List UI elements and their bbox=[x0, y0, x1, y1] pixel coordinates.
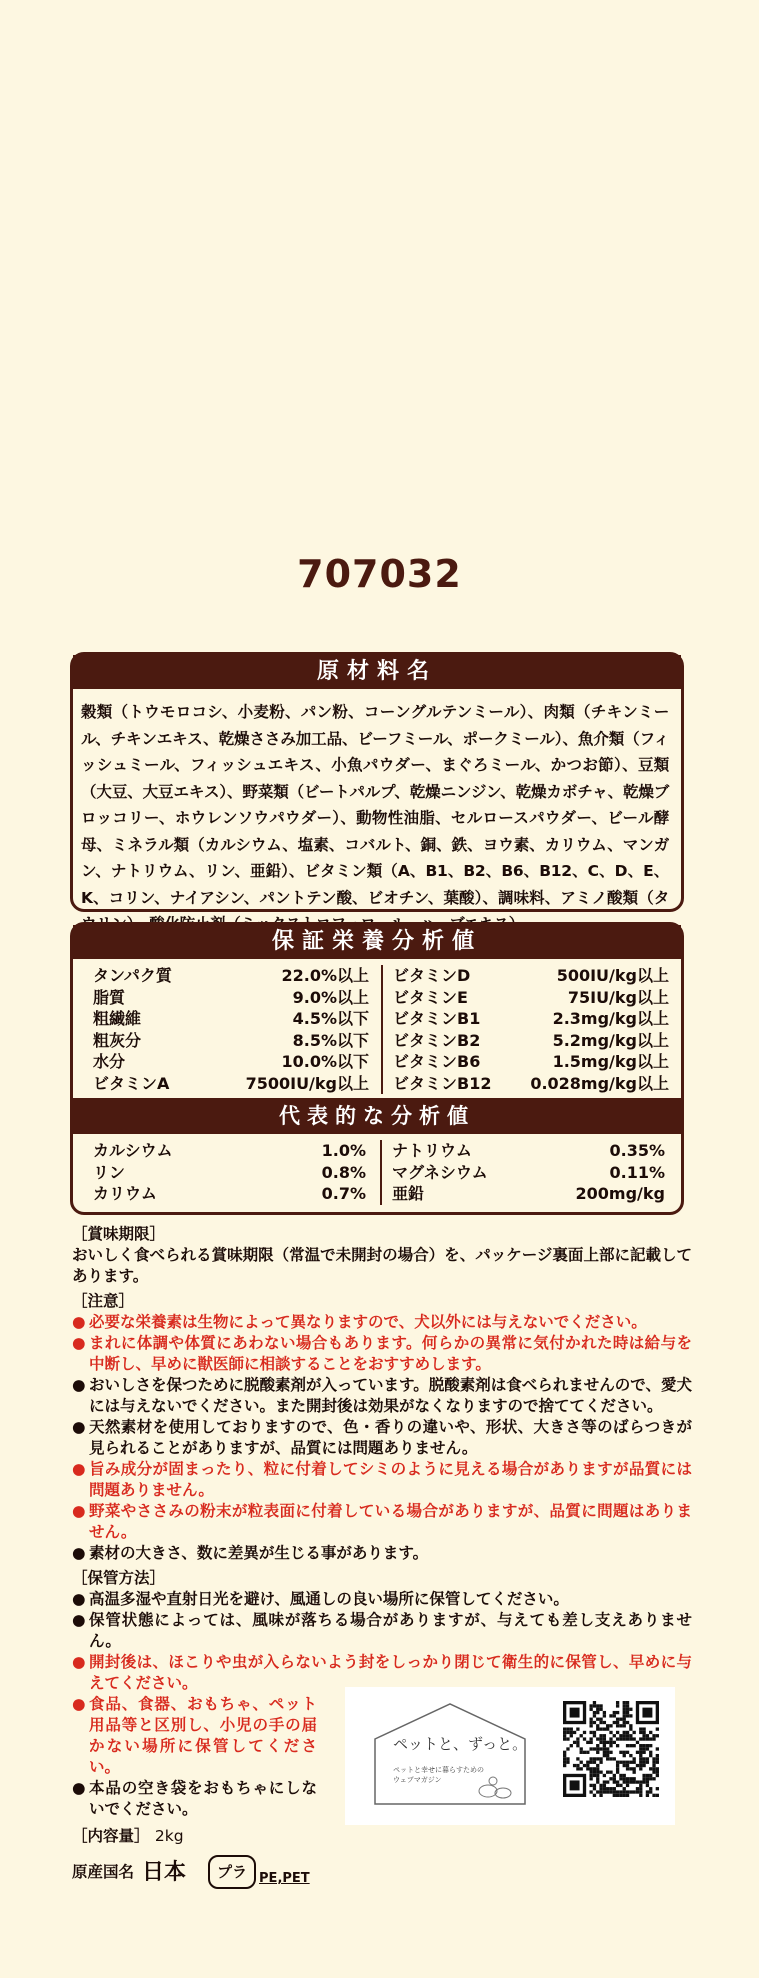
nutrient-value: 9.0%以上 bbox=[292, 987, 369, 1007]
nutrient-row bbox=[392, 1162, 665, 1184]
brand-subtitle: ペットと幸せに暮らすための ウェブマガジン bbox=[393, 1766, 484, 1784]
guaranteed-heading: 保証栄養分析値 bbox=[73, 925, 681, 959]
bullet-icon: ● bbox=[72, 1460, 86, 1478]
list-item bbox=[72, 1501, 692, 1543]
nutrient-name: 粗灰分 bbox=[93, 1030, 142, 1050]
nutrient-name: 脂質 bbox=[93, 987, 126, 1007]
nutrient-value: 2.3mg/kg以上 bbox=[552, 1009, 669, 1028]
brand-card bbox=[345, 1687, 675, 1825]
nutrient-value: 5.2mg/kg以上 bbox=[552, 1030, 669, 1050]
nutrient-row bbox=[93, 1030, 369, 1052]
nutrient-row bbox=[393, 1008, 669, 1030]
bullet-icon: ● bbox=[72, 1590, 86, 1608]
nutrient-name: マグネシウム bbox=[392, 1162, 488, 1182]
nutrient-name: ビタミンD bbox=[393, 966, 471, 985]
expiry-title: ［賞味期限］ bbox=[72, 1225, 166, 1243]
nutrient-name: ビタミンE bbox=[393, 987, 468, 1007]
nutrient-name: ビタミンA bbox=[93, 1073, 170, 1093]
list-item-text: 高温多湿や直射日光を避け、風通しの良い場所に保管してください。 bbox=[89, 1590, 569, 1608]
nutrient-row bbox=[93, 1008, 369, 1030]
nutrient-name: ビタミンB6 bbox=[393, 1052, 481, 1071]
list-item bbox=[72, 1459, 692, 1501]
nutrient-value: 200mg/kg bbox=[575, 1184, 665, 1203]
nutrient-row bbox=[93, 987, 369, 1009]
nutrient-row bbox=[93, 1183, 366, 1205]
nutrient-value: 1.5mg/kg以上 bbox=[552, 1052, 669, 1071]
nutrient-name: ビタミンB12 bbox=[393, 1073, 492, 1093]
bullet-icon: ● bbox=[72, 1544, 86, 1562]
list-item-text: 天然素材を使用しておりますので、色・香りの違いや、形状、大きさ等のばらつきが見られることがありますが、品質には問題ありません。 bbox=[89, 1418, 692, 1457]
nutrient-row bbox=[393, 987, 669, 1009]
recycle-icon bbox=[208, 1855, 256, 1889]
ingredients-text: 穀類（トウモロコシ、小麦粉、パン粉、コーングルテンミール）、肉類（チキンミール、チキンエキス、乾燥ささみ加工品、ビーフミール、ポークミール）、魚介類（フィッシュミール、フィッシュエキス、小魚パウダー、まぐろミール、かつお節）、豆類（大豆、大豆エキス）、野菜類（ビートパルプ、乾燥ニンジン、乾燥カボチャ、乾燥ブロッコリー、ホウレンソウパウダー）、動物性油脂、セルロースパウダー、ビール酵母、ミネラル類（カルシウム、塩素、コバルト、銅、鉄、ヨウ素、カリウム、マンガン、ナトリウム、リン、亜鉛）、ビタミン類（A、B1、B2、B6、B12、C、D、E、K、コリン、ナイアシン、パントテン酸、ビオチン、葉酸）、調味料、アミノ酸類（タ bbox=[81, 703, 669, 907]
origin-label: 原産国名 bbox=[72, 1862, 135, 1881]
representative-left-column bbox=[73, 1140, 380, 1205]
content-line bbox=[72, 1826, 692, 1847]
bullet-icon: ● bbox=[72, 1334, 86, 1352]
list-item-text: 必要な栄養素は生物によって異なりますので、犬以外には与えないでください。 bbox=[89, 1313, 647, 1331]
nutrient-value: 0.028mg/kg以上 bbox=[530, 1073, 669, 1093]
nutrient-name: タンパク質 bbox=[93, 966, 172, 985]
nutrient-row bbox=[393, 1051, 669, 1073]
nutrient-row bbox=[392, 1183, 665, 1205]
nutrient-value: 0.35% bbox=[609, 1141, 665, 1160]
bullet-icon: ● bbox=[72, 1376, 86, 1394]
nutrient-name: ナトリウム bbox=[392, 1141, 472, 1160]
nutrient-row bbox=[93, 965, 369, 987]
nutrient-row bbox=[393, 965, 669, 987]
representative-table bbox=[73, 1134, 681, 1211]
nutrient-row bbox=[93, 1073, 369, 1095]
storage-title: ［保管方法］ bbox=[72, 1569, 166, 1587]
nutrient-name: リン bbox=[93, 1162, 126, 1182]
list-item-text: 保管状態によっては、風味が落ちる場合がありますが、与えても差し支えありません。 bbox=[89, 1611, 692, 1650]
list-item-text: まれに体調や体質にあわない場合もあります。何らかの異常に気付かれた時は給与を中断し、早めに獣医師に相談することをおすすめします。 bbox=[89, 1334, 692, 1373]
nutrient-value: 75IU/kg以上 bbox=[567, 987, 669, 1007]
nutrient-value: 0.11% bbox=[609, 1162, 665, 1182]
list-item bbox=[72, 1417, 692, 1459]
brand-title: ペットと、ずっと。 bbox=[393, 1735, 528, 1753]
nutrient-name: ビタミンB1 bbox=[393, 1009, 481, 1028]
nutrient-name: カリウム bbox=[93, 1184, 157, 1203]
list-item-text: 素材の大きさ、数に差異が生じる事があります。 bbox=[89, 1544, 429, 1562]
guaranteed-left-column bbox=[73, 965, 381, 1094]
list-item bbox=[72, 1778, 317, 1820]
nutrient-name: カルシウム bbox=[93, 1141, 173, 1160]
caution-list bbox=[72, 1312, 692, 1564]
nutrient-value: 4.5%以下 bbox=[292, 1009, 369, 1028]
recycle-mark-group bbox=[208, 1855, 310, 1889]
nutrient-value: 22.0%以上 bbox=[281, 966, 369, 985]
list-item bbox=[72, 1589, 692, 1610]
nutrient-value: 0.8% bbox=[321, 1162, 366, 1182]
nutrient-row bbox=[393, 1073, 669, 1095]
bullet-icon: ● bbox=[72, 1502, 86, 1520]
nutrient-row bbox=[393, 1030, 669, 1052]
nutrient-row bbox=[392, 1140, 665, 1162]
nutrient-value: 10.0%以下 bbox=[281, 1052, 369, 1071]
list-item bbox=[72, 1694, 317, 1778]
nutrient-row bbox=[93, 1051, 369, 1073]
guaranteed-table bbox=[73, 959, 681, 1098]
expiry-text: おいしく食べられる賞味期限（常温で未開封の場合）を、パッケージ裏面上部に記載してあります。 bbox=[72, 1246, 692, 1285]
ingredients-panel bbox=[70, 652, 684, 912]
nutrient-row bbox=[93, 1162, 366, 1184]
nutrient-value: 8.5%以下 bbox=[292, 1030, 369, 1050]
list-item-text: おいしさを保つために脱酸素剤が入っています。脱酸素剤は食べられませんので、愛犬には与えないでください。また開封後は効果がなくなりますので捨ててください。 bbox=[89, 1376, 692, 1415]
recycle-material: PE,PET bbox=[259, 1871, 310, 1886]
nutrient-value: 7500IU/kg以上 bbox=[245, 1073, 369, 1093]
nutrient-value: 1.0% bbox=[321, 1141, 366, 1160]
list-item bbox=[72, 1543, 692, 1564]
origin-line bbox=[72, 1855, 692, 1889]
recycle-mark-text: プラ bbox=[217, 1862, 248, 1881]
nutrient-name: 粗繊維 bbox=[93, 1009, 142, 1028]
list-item bbox=[72, 1375, 692, 1417]
list-item bbox=[72, 1610, 692, 1652]
list-item bbox=[72, 1333, 692, 1375]
ingredients-heading: 原材料名 bbox=[73, 655, 681, 689]
list-item-text: 野菜やささみの粉末が粒表面に付着している場合がありますが、品質に問題はありません。 bbox=[89, 1502, 692, 1541]
content-value: 2kg bbox=[154, 1827, 184, 1845]
bullet-icon: ● bbox=[72, 1418, 86, 1436]
caution-title: ［注意］ bbox=[72, 1292, 135, 1310]
bullet-icon: ● bbox=[72, 1313, 86, 1331]
nutrient-value: 500IU/kg以上 bbox=[556, 966, 669, 985]
bullet-icon: ● bbox=[72, 1779, 86, 1797]
qr-code-icon[interactable] bbox=[563, 1701, 659, 1797]
nutrient-value: 0.7% bbox=[321, 1184, 366, 1203]
origin-value: 日本 bbox=[142, 1859, 187, 1885]
nutrient-name: 亜鉛 bbox=[392, 1184, 425, 1203]
nutrient-name: 水分 bbox=[93, 1052, 126, 1071]
nutrition-panel bbox=[70, 922, 684, 1215]
guaranteed-right-column bbox=[381, 965, 681, 1094]
list-item-text: 食品、食器、おもちゃ、ペット用品等と区別し、小児の手の届かない場所に保管してください。 bbox=[89, 1695, 317, 1776]
list-item-text: 旨み成分が固まったり、粒に付着してシミのように見える場合がありますが品質には問題ありません。 bbox=[89, 1460, 692, 1499]
representative-heading: 代表的な分析値 bbox=[73, 1098, 681, 1134]
nutrient-row bbox=[93, 1140, 366, 1162]
house-logo-icon bbox=[370, 1699, 530, 1809]
bullet-icon: ● bbox=[72, 1653, 86, 1671]
representative-right-column bbox=[380, 1140, 681, 1205]
bullet-icon: ● bbox=[72, 1611, 86, 1629]
content-label: ［内容量］ bbox=[72, 1827, 150, 1845]
list-item bbox=[72, 1312, 692, 1333]
product-code: 707032 bbox=[297, 552, 462, 596]
list-item-text: 開封後は、ほこりや虫が入らないよう封をしっかり閉じて衛生的に保管し、早めに与えてください。 bbox=[89, 1653, 692, 1692]
list-item-text: 本品の空き袋をおもちゃにしないでください。 bbox=[89, 1779, 317, 1818]
bullet-icon: ● bbox=[72, 1695, 86, 1713]
nutrient-name: ビタミンB2 bbox=[393, 1030, 481, 1050]
